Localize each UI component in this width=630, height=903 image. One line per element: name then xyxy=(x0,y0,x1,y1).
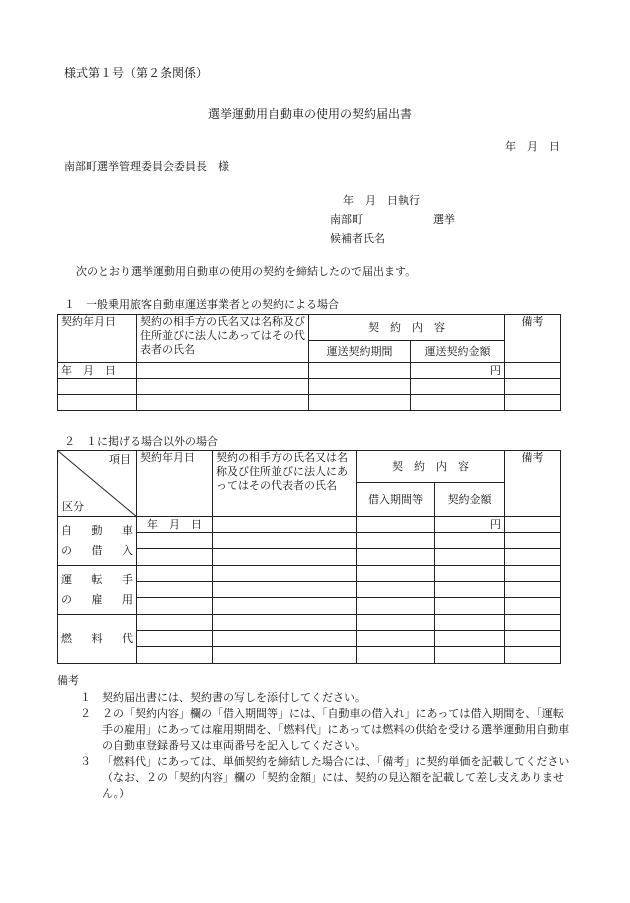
intro-text: 次のとおり選挙運動用自動車の使用の契約を締結したので届出ます。 xyxy=(76,265,417,278)
s1-header-remarks: 備考 xyxy=(505,315,561,363)
s2-category-driver xyxy=(58,566,137,615)
s2-header-contract: 契 約 内 容 xyxy=(357,451,505,483)
s2-header-period: 借入期間等 xyxy=(357,483,435,517)
s1-header-period: 運送契約期間 xyxy=(309,341,411,363)
section1-table xyxy=(57,314,561,411)
s1-row-remarks[interactable] xyxy=(505,363,561,379)
submission-date: 年 月 日 xyxy=(505,140,560,153)
s1-row-period[interactable] xyxy=(309,363,411,379)
table-row xyxy=(58,379,561,395)
election-town: 南部町 xyxy=(330,213,363,226)
s2-header-amount: 契約金額 xyxy=(435,483,505,517)
s1-header-date: 契約年月日 xyxy=(58,315,137,363)
s2-header-diagonal xyxy=(58,451,137,517)
form-number: 様式第１号（第２条関係） xyxy=(64,66,209,80)
s1-row-amount[interactable]: 円 xyxy=(411,363,505,379)
s2-header-party: 契約の相手方の氏名又は名称及び住所並びに法人にあってはその代表者の氏名 xyxy=(213,451,357,517)
section1-heading: １ 一般乗用旅客自動車運送事業者との契約による場合 xyxy=(64,298,339,311)
s2-header-remarks: 備考 xyxy=(505,451,561,517)
s2-cat-car-line2: の 借 入 xyxy=(61,544,133,557)
page-title: 選挙運動用自動車の使用の契約届出書 xyxy=(208,107,413,121)
candidate-name-label: 候補者氏名 xyxy=(330,232,385,245)
s2-row-period[interactable] xyxy=(357,517,435,533)
s2-diag-item: 項目 xyxy=(109,453,131,466)
s2-cat-car-line1: 自 動 車 xyxy=(61,524,133,537)
note-item-1: １ 契約届出書には、契約書の写しを添付してください。 xyxy=(80,691,366,704)
s2-category-car xyxy=(58,517,137,566)
note-item-2: ２ ２の「契約内容」欄の「借入期間等」には、「自動車の借入れ」にあっては借入期間を、「運転手の雇用」にあっては雇用期間を、「燃料代」にあっては燃料の供給を受ける選挙運動用自動車の自動車登録番号又は車両番号を記入してください。 xyxy=(80,707,570,752)
notes-list xyxy=(64,690,574,802)
election-date: 年 月 日執行 xyxy=(343,194,420,207)
s1-row-party[interactable] xyxy=(137,363,309,379)
s2-row-amount[interactable]: 円 xyxy=(435,517,505,533)
table-row xyxy=(58,363,561,379)
s2-row-party[interactable] xyxy=(213,517,357,533)
table-row xyxy=(58,566,561,582)
s2-cat-driver-line2: の 雇 用 xyxy=(61,593,133,606)
addressee: 南部町選挙管理委員会委員長 様 xyxy=(64,160,229,173)
section2-table xyxy=(57,450,561,664)
s1-header-amount: 運送契約金額 xyxy=(411,341,505,363)
notes-heading: 備考 xyxy=(57,674,79,687)
s2-diag-category: 区分 xyxy=(62,500,84,513)
s1-header-contract: 契 約 内 容 xyxy=(309,315,505,341)
s2-row-date[interactable]: 年 月 日 xyxy=(137,517,213,533)
s1-header-party: 契約の相手方の氏名又は名称及び住所並びに法人にあってはその代表者の氏名 xyxy=(137,315,309,363)
s2-category-fuel xyxy=(58,615,137,664)
note-item-3: ３ 「燃料代」にあっては、単価契約を締結した場合には、「備考」に契約単価を記載してください（なお、２の「契約内容」欄の「契約金額」には、契約の見込額を記載して差し支えありません。） xyxy=(80,755,570,800)
table-row xyxy=(58,615,561,631)
s2-row-remarks[interactable] xyxy=(505,517,561,533)
section2-heading: ２ １に掲げる場合以外の場合 xyxy=(64,435,218,448)
s2-cat-fuel-line: 燃 料 代 xyxy=(61,632,133,645)
s1-row-date[interactable]: 年 月 日 xyxy=(58,363,137,379)
s2-cat-driver-line1: 運 転 手 xyxy=(61,573,133,586)
election-suffix: 選挙 xyxy=(433,213,455,226)
table-row xyxy=(58,395,561,411)
table-row xyxy=(58,517,561,533)
s2-header-date: 契約年月日 xyxy=(137,451,213,517)
